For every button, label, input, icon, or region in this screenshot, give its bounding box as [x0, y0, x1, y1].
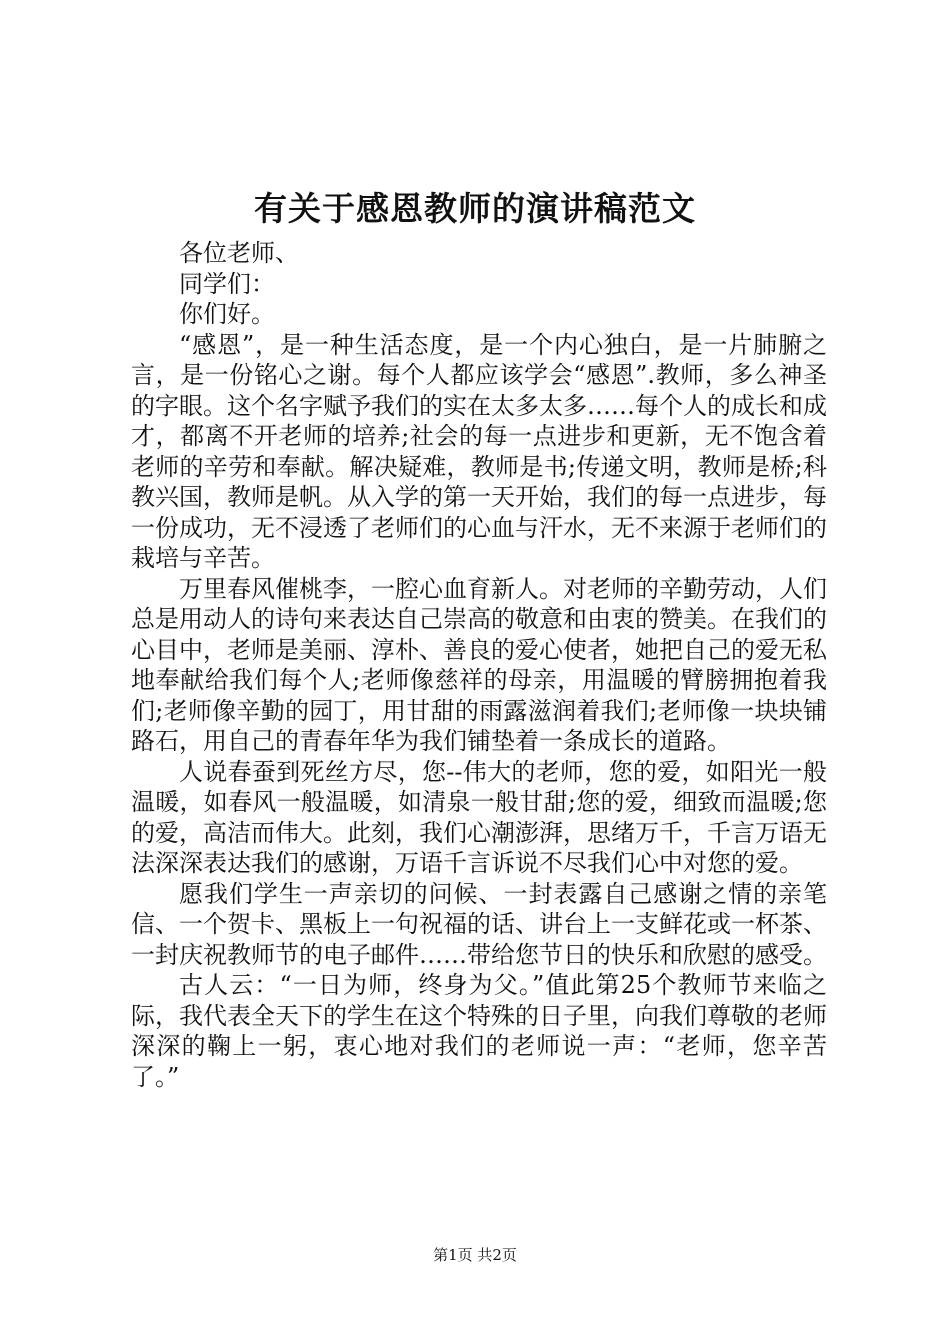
salutation-teachers: 各位老师、	[179, 239, 299, 267]
paragraph-spring-wind: 万里春风催桃李，一腔心血育新人。对老师的辛勤劳动，人们总是用动人的诗句来表达自己崇高的敬意和由衷的赞美。在我们的心目中，老师是美丽、淳朴、善良的爱心使者，她把自己的爱无私地奉献给我们每个人;老师像慈祥的母亲，用温暖的臂膀拥抱着我们;老师像辛勤的园丁，用甘甜的雨露滋润着我们;老师像一块块铺路石，用自己的青春年华为我们铺垫着一条成长的道路。	[131, 574, 827, 755]
page-footer: 第1页 共2页	[433, 1246, 517, 1264]
paragraph-wishes: 愿我们学生一声亲切的问候、一封表露自己感谢之情的亲笔信、一个贺卡、黑板上一句祝福的话、讲台上一支鲜花或一杯茶、一封庆祝教师节的电子邮件……带给您节日的快乐和欣慰的感受。	[131, 879, 827, 969]
document-body	[131, 238, 827, 1092]
paragraph-silkworm: 人说春蚕到死丝方尽，您--伟大的老师，您的爱，如阳光一般温暖，如春风一般温暖，如清泉一般甘甜;您的爱，细致而温暖;您的爱，高洁而伟大。此刻，我们心潮澎湃，思绪万千，千言万语无法深深表达我们的感谢，万语千言诉说不尽我们心中对您的爱。	[131, 757, 827, 877]
document-title: 有关于感恩教师的演讲稿范文	[254, 189, 696, 228]
paragraph-gratitude: “感恩”，是一种生活态度，是一个内心独白，是一片肺腑之言，是一份铭心之谢。每个人都应该学会“感恩”.教师，多么神圣的字眼。这个名字赋予我们的实在太多太多……每个人的成长和成才，都离不开老师的培养;社会的每一点进步和更新，无不饱含着老师的辛劳和奉献。解决疑难，教师是书;传递文明，教师是桥;科教兴国，教师是帆。从入学的第一天开始，我们的每一点进步，每一份成功，无不浸透了老师们的心血与汗水，无不来源于老师们的栽培与辛苦。	[131, 330, 827, 572]
salutation-greeting: 你们好。	[179, 300, 275, 328]
paragraph-closing: 古人云：“一日为师，终身为父。”值此第25个教师节来临之际，我代表全天下的学生在这个特殊的日子里，向我们尊敬的老师深深的鞠上一躬，衷心地对我们的老师说一声：“老师，您辛苦了。”	[131, 971, 827, 1091]
salutation-students: 同学们：	[179, 269, 275, 298]
